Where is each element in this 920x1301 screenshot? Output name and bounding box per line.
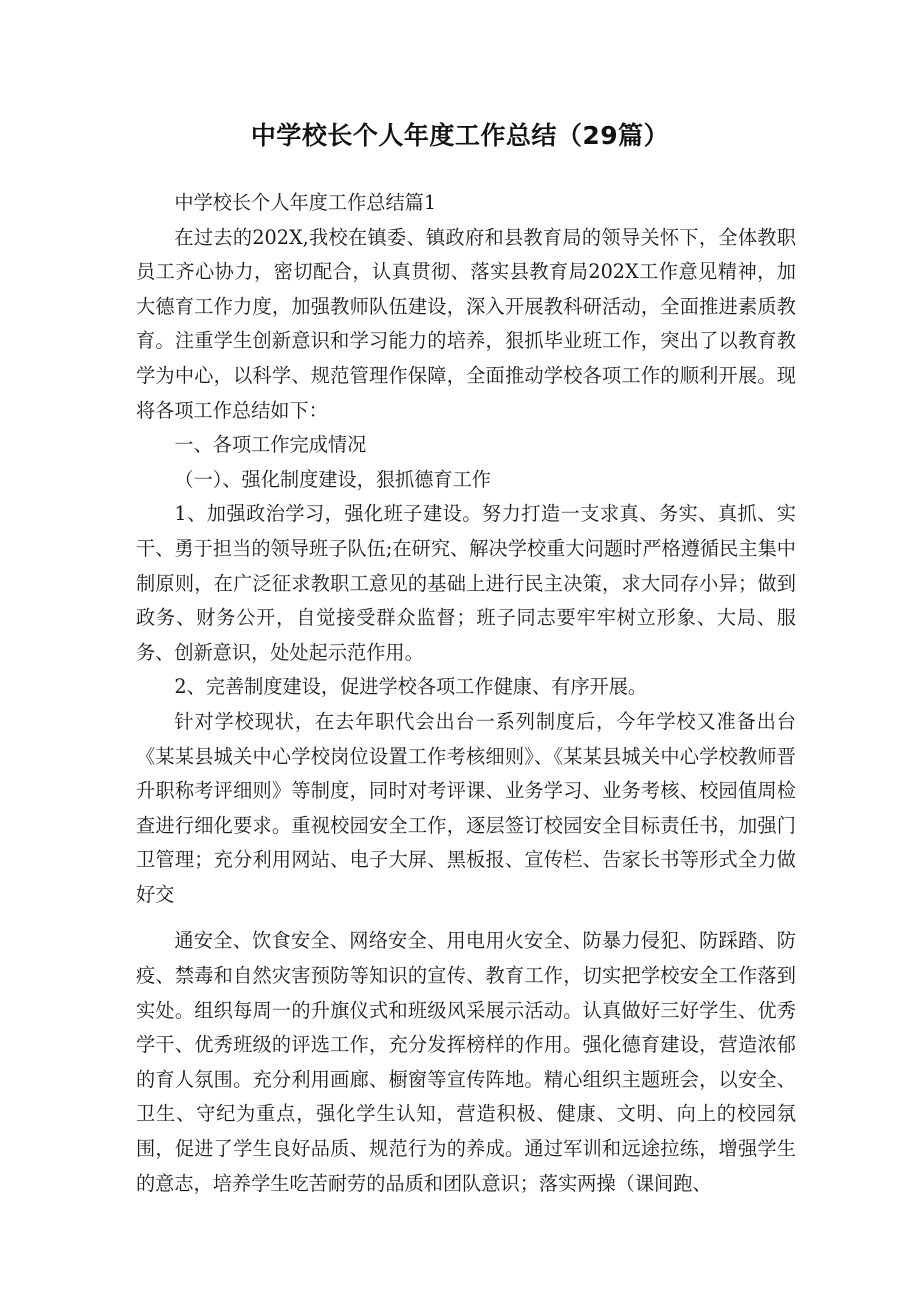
paragraph-safety: 通安全、饮食安全、网络安全、用电用火安全、防暴力侵犯、防踩踏、防疫、禁毒和自然灾害预防等知识的宣传、教育工作，切实把学校安全工作落到实处。组织每周一的升旗仪式和班级风采展示活动。认真做好三好学生、优秀学干、优秀班级的评选工作，充分发挥榜样的作用。强化德育建设，营造浓郁的育人氛围。充分利用画廊、橱窗等宣传阵地。精心组织主题班会，以安全、卫生、守纪为重点，强化学生认知，营造积极、健康、文明、向上的校园氛围，促进了学生良好品质、规范行为的养成。通过军训和远途拉练，增强学生的意志，培养学生吃苦耐劳的品质和团队意识；落实两操（课间跑、 [136,929,796,1195]
document-body [136,186,796,1201]
paragraph-item-2: 2、完善制度建设，促进学校各项工作健康、有序开展。 [174,675,648,699]
paragraph-policy: 针对学校现状，在去年职代会出台一系列制度后，今年学校又准备出台《某某县城关中心学校岗位设置工作考核细则》、《某某县城关中心学校教师晋升职称考评细则》等制度，同时对考评课、业务学习、业务考核、校园值周检查进行细化要求。重视校园安全工作，逐层签订校园安全目标责任书，加强门卫管理；充分利用网站、电子大屏、黑板报、宣传栏、告家长书等形式全力做好交 [136,709,796,906]
section-heading-1: 中学校长个人年度工作总结篇1 [174,191,437,214]
paragraph-intro: 在过去的202X,我校在镇委、镇政府和县教育局的领导关怀下，全体教职员工齐心协力，密切配合，认真贯彻、落实县教育局202X工作意见精神，加大德育工作力度，加强教师队伍建设，深入开展教科研活动，全面推进素质教育。注重学生创新意识和学习能力的培养，狠抓毕业班工作，突出了以教育教学为中心，以科学、规范管理作保障，全面推动学校各项工作的顺利开展。现将各项工作总结如下： [136,225,796,422]
subsection-heading: （一）、强化制度建设，狠抓德育工作 [174,467,491,491]
section-heading-2: 一、各项工作完成情况 [174,433,367,457]
document-title: 中学校长个人年度工作总结（29篇） [250,121,670,150]
paragraph-item-1: 1、加强政治学习，强化班子建设。努力打造一支求真、务实、真抓、实干、勇于担当的领导班子队伍;在研究、解决学校重大问题时严格遵循民主集中制原则，在广泛征求教职工意见的基础上进行民主决策，求大同存小异；做到政务、财务公开，自觉接受群众监督；班子同志要牢牢树立形象、大局、服务、创新意识，处处起示范作用。 [136,502,796,664]
